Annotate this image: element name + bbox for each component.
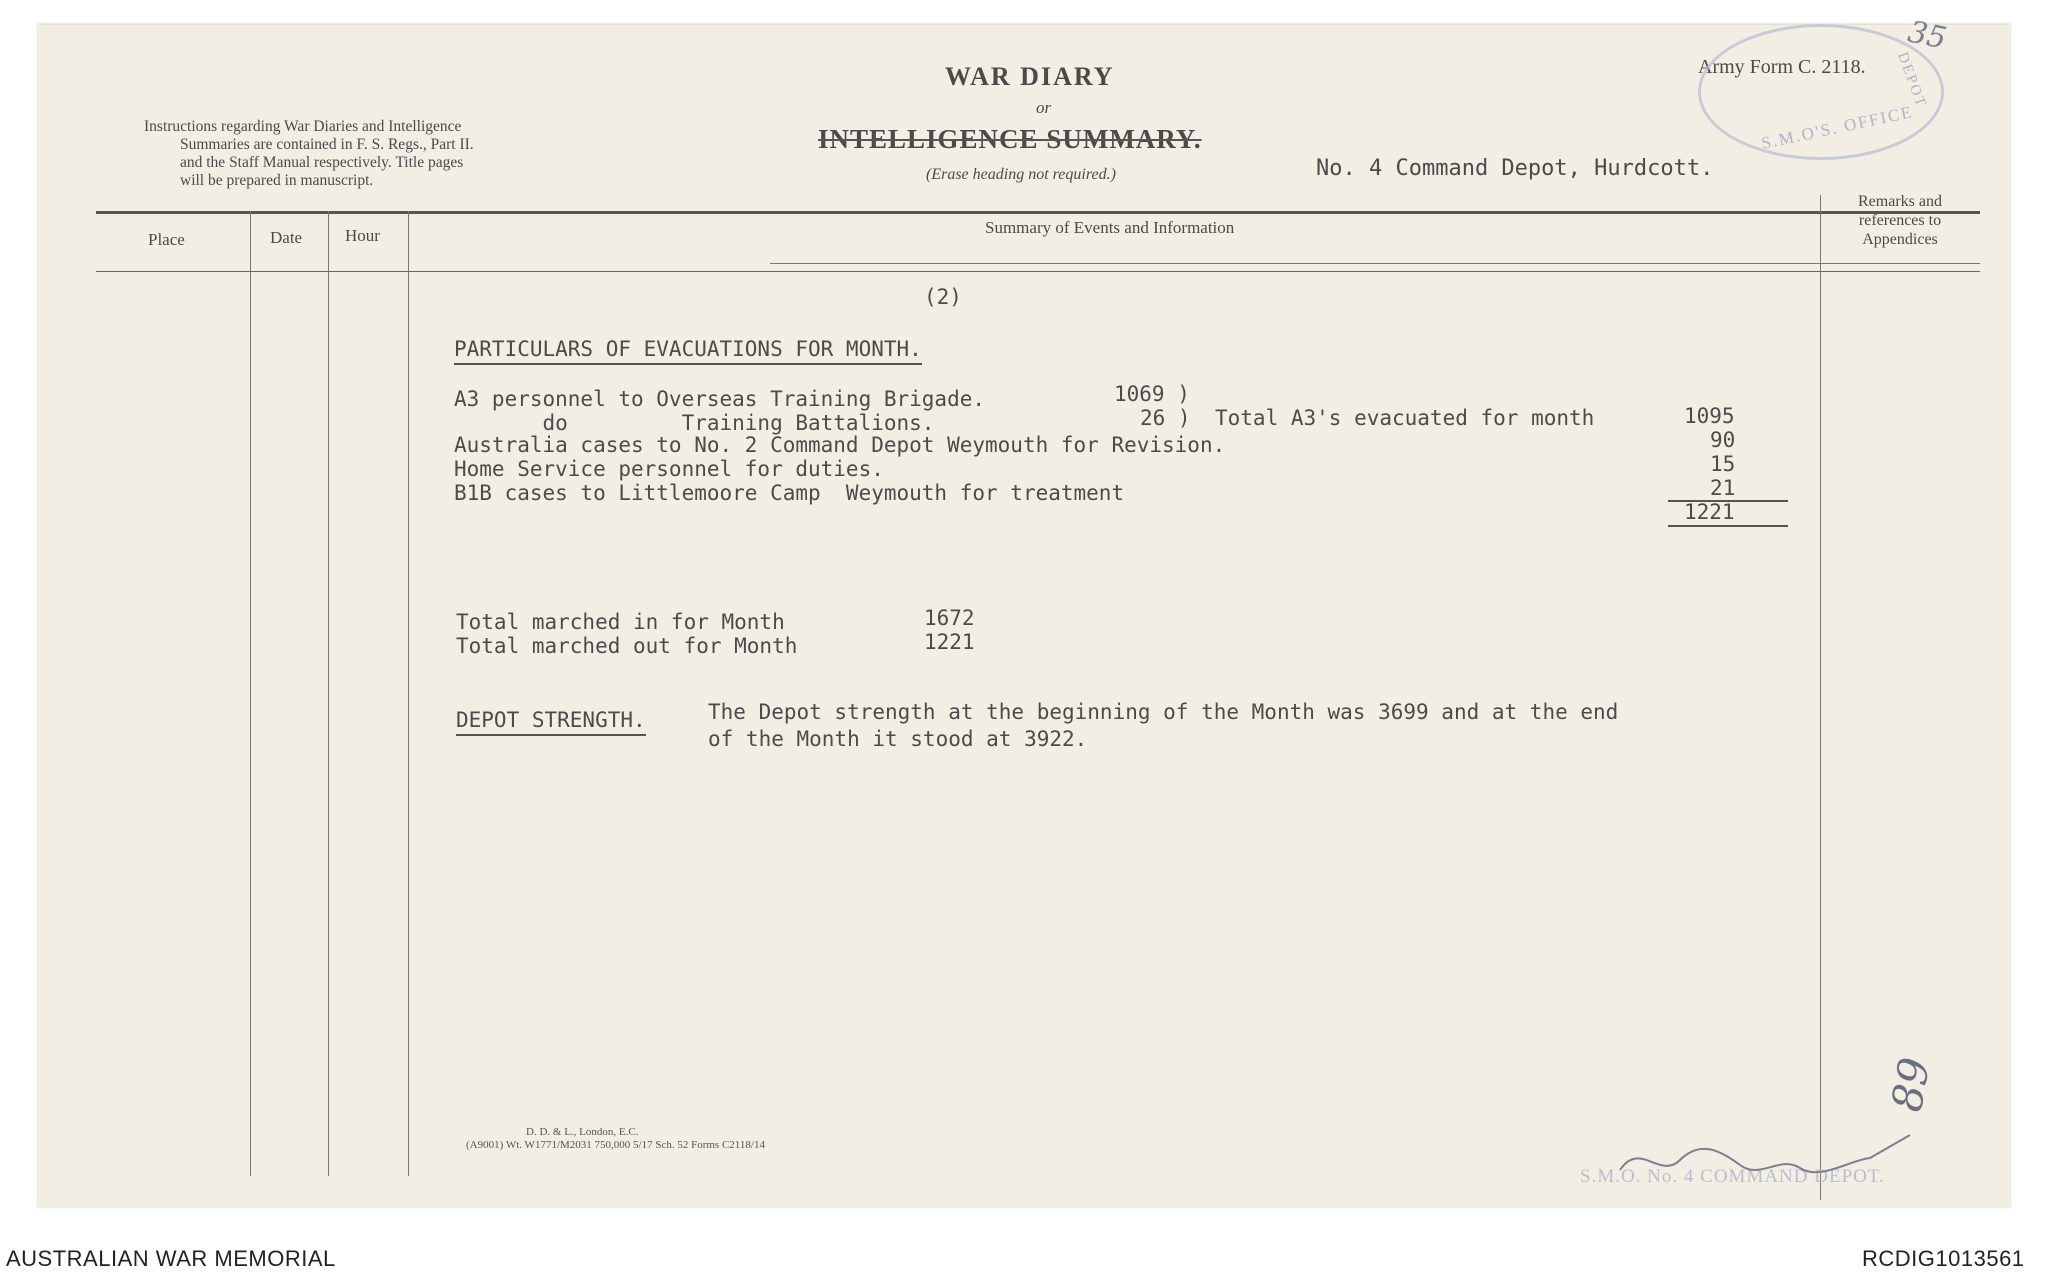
page-number: (2) <box>924 285 962 309</box>
document-page <box>38 24 2010 1207</box>
column-hour: Hour <box>345 226 380 245</box>
remarks-line: Remarks and <box>1858 193 1942 210</box>
summary-title-text: INTELLIGENCE SUMMARY. <box>818 124 1202 154</box>
instructions-line: Summaries are contained in F. S. Regs., Part II. <box>180 136 474 153</box>
printer-imprint <box>466 1126 765 1152</box>
total-rule-bottom <box>1668 525 1788 527</box>
corner-number: 35 <box>1904 14 1950 57</box>
column-date: Date <box>270 228 303 247</box>
instructions-line: Instructions regarding War Diaries and Intelligence <box>144 118 462 135</box>
column-remarks <box>1832 192 1968 249</box>
stamp-depot-text: DEPOT <box>1894 50 1930 111</box>
evacuation-sub-1: 1069 ) <box>1114 382 1190 406</box>
evacuation-value-b1b: 21 <box>1710 476 1736 500</box>
instructions-line: will be prepared in manuscript. <box>180 172 374 189</box>
title-or: or <box>1036 98 1052 117</box>
evacuation-line-1: A3 personnel to Overseas Training Brigade. <box>454 387 986 411</box>
evacuation-line-5: B1B cases to Littlemoore Camp Weymouth for treatment <box>454 481 1125 505</box>
evacuation-total-a3-label: Total A3's evacuated for month <box>1215 406 1595 430</box>
marched-in-label: Total marched in for Month <box>456 610 785 634</box>
summary-title <box>818 124 1202 155</box>
remarks-line: Appendices <box>1862 231 1938 248</box>
evacuation-value-home: 15 <box>1710 452 1736 476</box>
table-top-rule <box>96 211 1980 214</box>
evacuation-line-3: Australia cases to No. 2 Command Depot Weymouth for Revision. <box>454 433 1226 457</box>
header-bottom-rule <box>96 271 1980 272</box>
evacuation-sub-2: 26 ) <box>1140 406 1191 430</box>
erase-note: (Erase heading not required.) <box>926 166 1116 183</box>
archive-id: RCDIG1013561 <box>1862 1246 2025 1271</box>
evacuations-total: 1221 <box>1684 500 1735 524</box>
signature-scribble <box>1600 1130 1930 1190</box>
column-place: Place <box>148 230 185 249</box>
folio-number: 89 <box>1881 1053 1940 1116</box>
evacuation-line-4: Home Service personnel for duties. <box>454 457 884 481</box>
depot-strength-line-2: of the Month it stood at 3922. <box>708 727 1088 751</box>
evacuation-line-2: do Training Battalions. <box>454 411 935 435</box>
evacuation-value-a3: 1095 <box>1684 404 1735 428</box>
signature-stamp: S.M.O. No. 4 COMMAND DEPOT. <box>1580 1166 1885 1187</box>
column-divider-summary <box>408 211 409 1176</box>
diary-title: WAR DIARY <box>945 62 1115 91</box>
column-divider-remarks <box>1820 195 1821 1200</box>
remarks-line: references to <box>1858 212 1942 229</box>
column-summary: Summary of Events and Information <box>985 218 1235 237</box>
column-divider-date <box>250 211 251 1176</box>
marched-out-value: 1221 <box>924 630 975 654</box>
army-form-number: Army Form C. 2118. <box>1698 56 1866 78</box>
depot-strength-heading: DEPOT STRENGTH. <box>456 708 646 736</box>
column-divider-hour <box>328 211 329 1176</box>
evacuation-value-revision: 90 <box>1710 428 1736 452</box>
depot-strength-line-1: The Depot strength at the beginning of the Month was 3699 and at the end <box>708 700 1619 724</box>
instructions-line: and the Staff Manual respectively. Title pages <box>180 154 464 171</box>
marched-out-label: Total marched out for Month <box>456 634 798 658</box>
archive-credit: AUSTRALIAN WAR MEMORIAL <box>6 1246 336 1271</box>
header-bottom-rule-2 <box>770 263 1980 264</box>
marched-in-value: 1672 <box>924 606 975 630</box>
unit-name: No. 4 Command Depot, Hurdcott. <box>1316 156 1714 181</box>
stamp-office-text: S.M.O'S. OFFICE <box>1759 102 1916 153</box>
printer-line-2: (A9001) Wt. W1771/M2031 750,000 5/17 Sch. 52 Forms C2118/14 <box>466 1139 765 1151</box>
instructions-block <box>144 118 604 190</box>
evacuations-heading: PARTICULARS OF EVACUATIONS FOR MONTH. <box>454 337 922 365</box>
printer-line-1: D. D. & L., London, E.C. <box>526 1126 639 1138</box>
